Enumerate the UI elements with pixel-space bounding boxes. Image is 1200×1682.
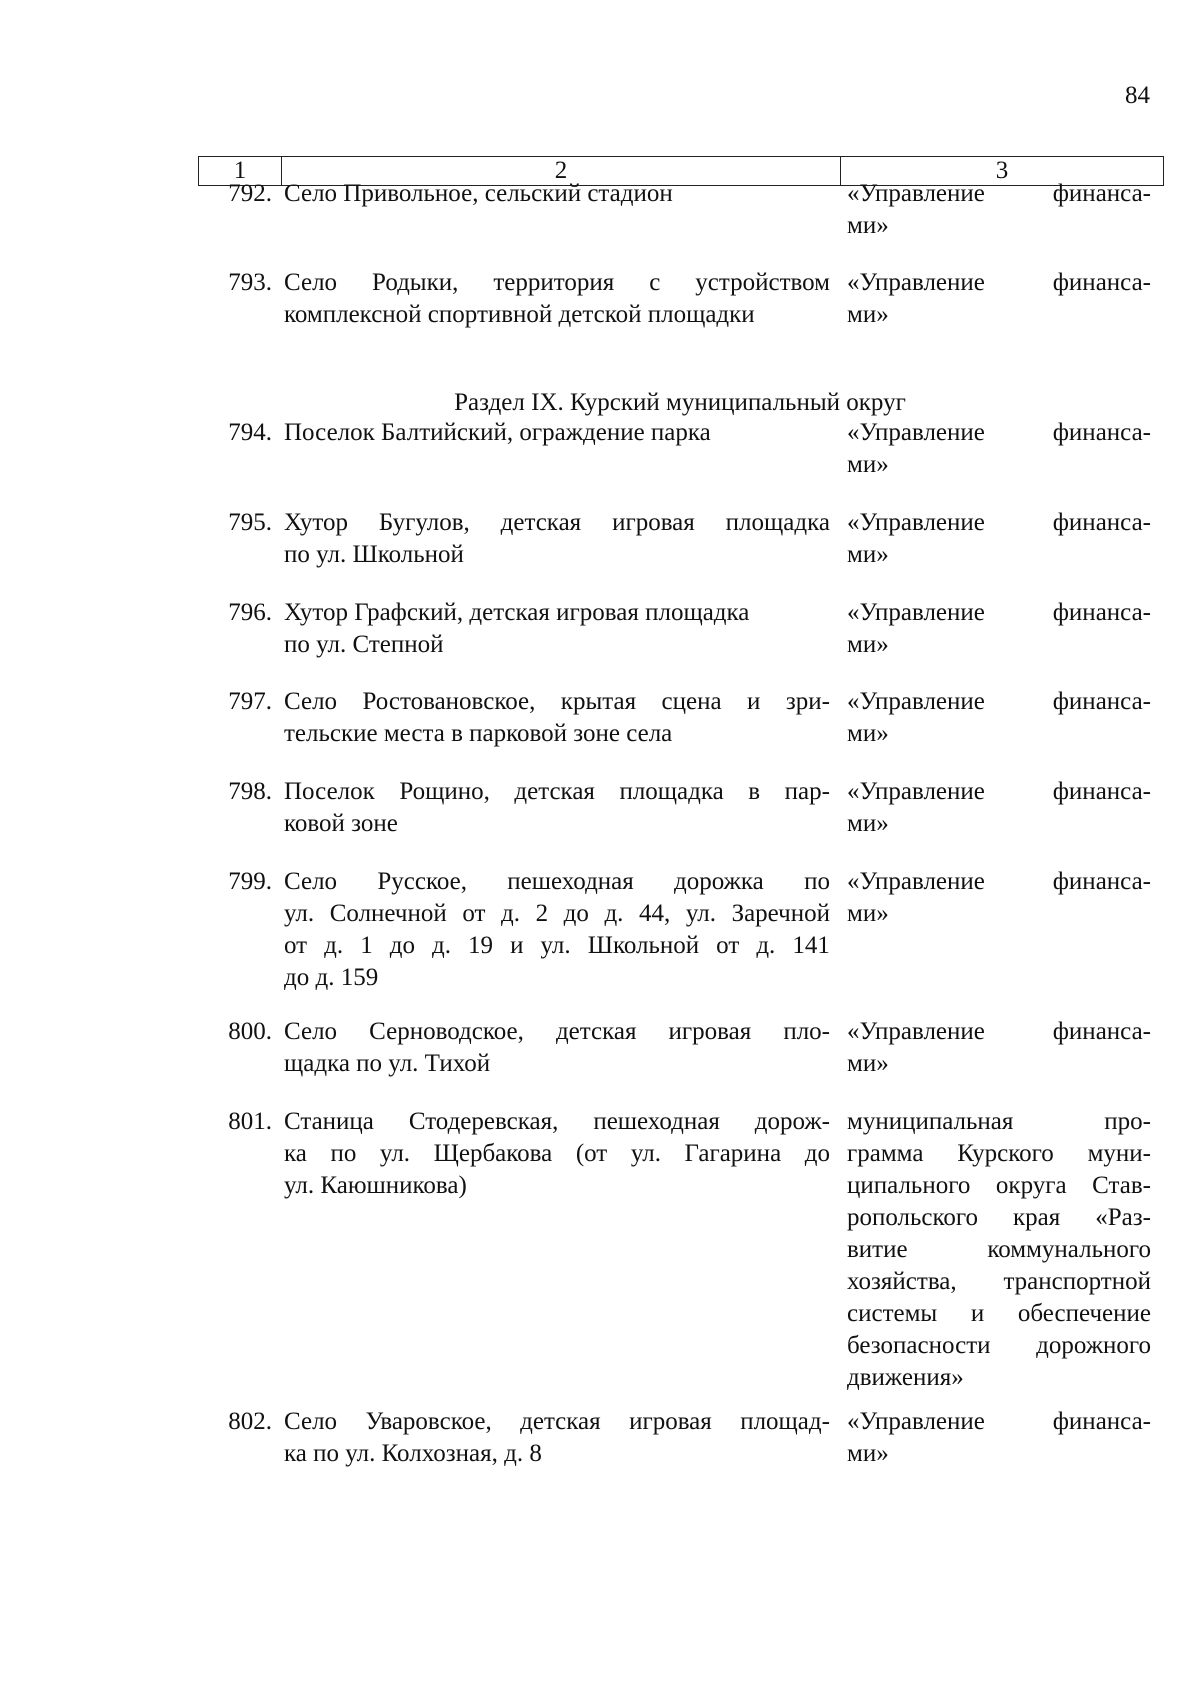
table-row xyxy=(200,267,1160,331)
section-title: Раздел IX. Курский муниципальный округ xyxy=(454,389,906,416)
row-number: 793. xyxy=(228,269,272,296)
description-word: Бугулов, xyxy=(378,509,470,536)
description-line xyxy=(284,267,830,299)
description-word: Стодеревская, xyxy=(408,1108,559,1135)
row-funding-source xyxy=(847,507,1151,571)
row-funding-source xyxy=(847,1406,1151,1470)
funding-source-line: ми» xyxy=(847,541,889,568)
funding-source-word: «Управление xyxy=(847,868,985,895)
funding-source-word: витие xyxy=(847,1236,908,1263)
description-word: Солнечной xyxy=(329,900,447,927)
row-funding-source xyxy=(847,267,1151,331)
funding-source-word: и xyxy=(970,1300,985,1327)
funding-source-word: финанса- xyxy=(1052,269,1151,296)
description-word: д. xyxy=(604,900,624,927)
funding-source-word: хозяйства, xyxy=(847,1268,957,1295)
funding-source-word: финанса- xyxy=(1052,509,1151,536)
description-word: Хутор xyxy=(284,509,348,536)
table-row xyxy=(200,1406,1160,1470)
description-word: и xyxy=(510,932,524,959)
funding-source-line xyxy=(847,1298,1151,1330)
description-word: ул. xyxy=(379,1140,411,1167)
row-description xyxy=(284,1016,830,1080)
description-word: крытая xyxy=(560,688,637,715)
funding-source-line xyxy=(847,1406,1151,1438)
funding-source-line xyxy=(847,178,1151,210)
description-word: ка xyxy=(284,1140,307,1167)
row-number: 795. xyxy=(228,509,272,536)
description-word: пешеходная xyxy=(593,1108,720,1135)
row-description xyxy=(284,1106,830,1394)
description-line: Поселок Балтийский, ограждение парка xyxy=(284,419,711,446)
description-word: Щербакова xyxy=(433,1140,553,1167)
description-word: до xyxy=(804,1140,830,1167)
description-word: д. xyxy=(756,932,776,959)
description-line: Хутор Графский, детская игровая площадка xyxy=(284,599,750,626)
row-description xyxy=(284,776,830,840)
description-word: устройством xyxy=(695,269,830,296)
funding-source-line xyxy=(847,267,1151,299)
description-line: ковой зоне xyxy=(284,810,398,837)
table-row xyxy=(200,776,1160,840)
funding-source-line xyxy=(847,776,1151,808)
row-funding-source xyxy=(847,597,1151,661)
row-number: 797. xyxy=(228,688,272,715)
description-word: в xyxy=(748,778,761,805)
description-word: сцена xyxy=(661,688,722,715)
funding-source-line xyxy=(847,597,1151,629)
description-word: 141 xyxy=(792,932,830,959)
header-col-2: 2 xyxy=(282,157,841,185)
row-description xyxy=(284,597,830,661)
funding-source-word: «Управление xyxy=(847,688,985,715)
funding-source-word: «Управление xyxy=(847,1408,985,1435)
funding-source-word: ропольского xyxy=(847,1204,979,1231)
funding-source-word: финанса- xyxy=(1052,599,1151,626)
row-number: 800. xyxy=(228,1018,272,1045)
funding-source-word: финанса- xyxy=(1052,868,1151,895)
funding-source-line xyxy=(847,1234,1151,1266)
description-line xyxy=(284,1016,830,1048)
description-word: детская xyxy=(500,509,582,536)
row-number: 802. xyxy=(228,1408,272,1435)
funding-source-line xyxy=(847,1266,1151,1298)
description-word: от xyxy=(462,900,486,927)
funding-source-line xyxy=(847,1330,1151,1362)
funding-source-line xyxy=(847,1202,1151,1234)
row-funding-source xyxy=(847,1106,1151,1394)
description-word: Село xyxy=(284,1408,338,1435)
funding-source-word: «Управление xyxy=(847,1018,985,1045)
funding-source-line: ми» xyxy=(847,900,889,927)
description-word: Ростовановское, xyxy=(362,688,536,715)
funding-source-line xyxy=(847,686,1151,718)
description-word: детская xyxy=(520,1408,601,1435)
funding-source-line xyxy=(847,1170,1151,1202)
description-word: территория xyxy=(493,269,615,296)
table-row xyxy=(200,686,1160,750)
row-funding-source xyxy=(847,178,1151,242)
funding-source-line xyxy=(847,1016,1151,1048)
description-word: детская xyxy=(514,778,595,805)
funding-source-word: «Управление xyxy=(847,599,985,626)
funding-source-word: финанса- xyxy=(1052,180,1151,207)
funding-source-word: дорожного xyxy=(1036,1332,1151,1359)
funding-source-word: финанса- xyxy=(1052,1018,1151,1045)
description-word: площадка xyxy=(725,509,830,536)
funding-source-line xyxy=(847,866,1151,898)
row-description xyxy=(284,686,830,750)
funding-source-word: системы xyxy=(847,1300,938,1327)
funding-source-word: обеспечение xyxy=(1017,1300,1151,1327)
row-description xyxy=(284,866,830,994)
funding-source-word: «Управление xyxy=(847,180,985,207)
row-number: 792. xyxy=(228,180,272,207)
description-word: ул. xyxy=(284,900,315,927)
funding-source-word: финанса- xyxy=(1052,419,1151,446)
funding-source-word: коммунального xyxy=(987,1236,1151,1263)
description-word: игровая xyxy=(629,1408,712,1435)
description-line: щадка по ул. Тихой xyxy=(284,1050,491,1077)
description-line xyxy=(284,507,830,539)
description-word: Родыки, xyxy=(372,269,459,296)
funding-source-line xyxy=(847,1106,1151,1138)
funding-source-word: «Управление xyxy=(847,419,985,446)
row-funding-source xyxy=(847,776,1151,840)
description-word: Село xyxy=(284,269,338,296)
table-row xyxy=(200,597,1160,661)
description-word: Уваровское, xyxy=(365,1408,492,1435)
description-word: ул. xyxy=(540,932,571,959)
description-word: детская xyxy=(555,1018,637,1045)
funding-source-line: ми» xyxy=(847,720,889,747)
row-description xyxy=(284,507,830,571)
funding-source-line xyxy=(847,417,1151,449)
description-line: до д. 159 xyxy=(284,964,379,991)
row-number: 798. xyxy=(228,778,272,805)
description-word: дорож- xyxy=(754,1108,830,1135)
description-word: Серноводское, xyxy=(369,1018,524,1045)
description-word: пешеходная xyxy=(507,868,634,895)
funding-source-line: ми» xyxy=(847,451,889,478)
description-word: Заречной xyxy=(731,900,830,927)
table-row xyxy=(200,1016,1160,1080)
description-line: тельские места в парковой зоне села xyxy=(284,720,673,747)
row-funding-source xyxy=(847,417,1151,481)
description-line xyxy=(284,686,830,718)
description-word: Русское, xyxy=(377,868,467,895)
description-word: до xyxy=(389,932,415,959)
funding-source-word: «Управление xyxy=(847,269,985,296)
description-line xyxy=(284,776,830,808)
funding-source-word: «Управление xyxy=(847,509,985,536)
funding-source-word: муниципальная xyxy=(847,1108,1014,1135)
description-word: пар- xyxy=(784,778,830,805)
description-word: от xyxy=(284,932,308,959)
row-description xyxy=(284,267,830,331)
row-description xyxy=(284,1406,830,1470)
header-col-3: 3 xyxy=(995,157,1009,184)
description-line xyxy=(284,866,830,898)
description-line: ка по ул. Колхозная, д. 8 xyxy=(284,1440,542,1467)
description-word: д. xyxy=(324,932,344,959)
row-number: 794. xyxy=(228,419,272,446)
row-description xyxy=(284,417,830,481)
description-word: с xyxy=(649,269,661,296)
description-word: Станица xyxy=(284,1108,374,1135)
funding-source-word: округа xyxy=(995,1172,1067,1199)
description-word: Село xyxy=(284,868,338,895)
description-word: площадка xyxy=(619,778,724,805)
description-word: 44, xyxy=(639,900,671,927)
description-word: 2 xyxy=(535,900,549,927)
table-row xyxy=(200,417,1160,481)
description-word: до xyxy=(563,900,589,927)
description-line xyxy=(284,930,830,962)
description-word: Село xyxy=(284,1018,338,1045)
funding-source-word: «Раз- xyxy=(1095,1204,1151,1231)
row-description xyxy=(284,178,830,242)
row-funding-source xyxy=(847,866,1151,994)
funding-source-word: про- xyxy=(1104,1108,1151,1135)
funding-source-word: Став- xyxy=(1092,1172,1151,1199)
description-word: Гагарина xyxy=(684,1140,782,1167)
table-row xyxy=(200,1106,1160,1394)
description-word: д. xyxy=(501,900,520,927)
description-line: по ул. Школьной xyxy=(284,541,464,568)
description-word: 1 xyxy=(360,932,373,959)
description-word: дорожка xyxy=(674,868,764,895)
description-word: по xyxy=(804,868,830,895)
funding-source-word: безопасности xyxy=(847,1332,991,1359)
description-line xyxy=(284,1138,830,1170)
funding-source-line: ми» xyxy=(847,1050,889,1077)
description-word: д. xyxy=(432,932,451,959)
funding-source-line xyxy=(847,507,1151,539)
funding-source-line: ми» xyxy=(847,1440,889,1467)
page-number: 84 xyxy=(1125,82,1150,109)
description-line: по ул. Степной xyxy=(284,631,444,658)
row-funding-source xyxy=(847,1016,1151,1080)
funding-source-line: ми» xyxy=(847,301,889,328)
description-word: и xyxy=(747,688,761,715)
description-word: Рощино, xyxy=(399,778,490,805)
description-word: площад- xyxy=(740,1408,830,1435)
funding-source-word: муни- xyxy=(1087,1140,1151,1167)
row-funding-source xyxy=(847,686,1151,750)
description-word: зри- xyxy=(785,688,830,715)
description-word: Поселок xyxy=(284,778,375,805)
description-word: Школьной xyxy=(587,932,700,959)
description-line: комплексной спортивной детской площадки xyxy=(284,301,755,328)
funding-source-word: ципального xyxy=(847,1172,971,1199)
row-number: 796. xyxy=(228,599,272,626)
description-word: игровая xyxy=(668,1018,752,1045)
row-number: 799. xyxy=(228,868,272,895)
description-word: ул. xyxy=(630,1140,661,1167)
description-line: ул. Каюшникова) xyxy=(284,1172,467,1199)
funding-source-word: финанса- xyxy=(1052,778,1151,805)
funding-source-line: ми» xyxy=(847,631,889,658)
description-word: от xyxy=(716,932,740,959)
funding-source-line: ми» xyxy=(847,212,889,239)
description-line xyxy=(284,1106,830,1138)
description-line xyxy=(284,1406,830,1438)
description-word: (от xyxy=(575,1140,608,1167)
description-word: 19 xyxy=(468,932,494,959)
funding-source-line: движения» xyxy=(847,1364,964,1391)
funding-source-word: финанса- xyxy=(1052,688,1151,715)
funding-source-line xyxy=(847,1138,1151,1170)
description-word: по xyxy=(330,1140,357,1167)
description-word: пло- xyxy=(783,1018,830,1045)
funding-source-word: Курского xyxy=(957,1140,1054,1167)
table-row xyxy=(200,507,1160,571)
row-number: 801. xyxy=(228,1108,272,1135)
table-row xyxy=(200,178,1160,242)
funding-source-word: транспортной xyxy=(1003,1268,1151,1295)
description-word: игровая xyxy=(612,509,695,536)
funding-source-word: грамма xyxy=(847,1140,924,1167)
description-word: Село xyxy=(284,688,338,715)
funding-source-word: «Управление xyxy=(847,778,985,805)
description-word: ул. xyxy=(685,900,716,927)
funding-source-line: ми» xyxy=(847,810,889,837)
header-col-1: 1 xyxy=(199,157,282,185)
description-line xyxy=(284,898,830,930)
funding-source-word: финанса- xyxy=(1052,1408,1151,1435)
funding-source-word: края xyxy=(1013,1204,1061,1231)
description-line: Село Привольное, сельский стадион xyxy=(284,180,673,207)
table-row xyxy=(200,866,1160,994)
